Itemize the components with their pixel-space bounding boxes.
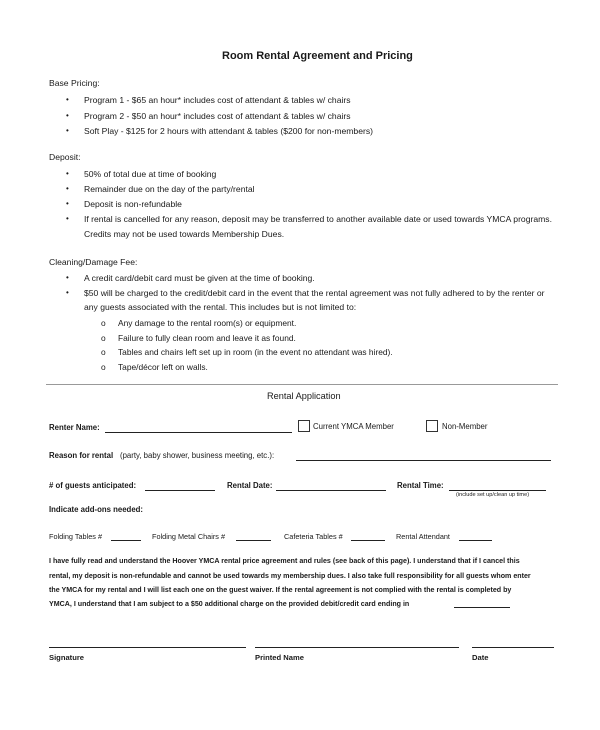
addon-cafeteria-tables-field[interactable]	[351, 540, 385, 541]
sub-list-item: Tape/décor left on walls.	[118, 362, 208, 372]
bullet-icon: •	[66, 111, 69, 120]
guests-label: # of guests anticipated:	[49, 481, 137, 490]
bullet-icon: •	[66, 273, 69, 282]
bullet-icon: •	[66, 288, 69, 297]
list-item: Program 1 - $65 an hour* includes cost of attendant & tables w/ chairs	[84, 95, 351, 105]
list-item: Deposit is non-refundable	[84, 199, 182, 209]
list-item: A credit card/debit card must be given at the time of booking.	[84, 273, 315, 283]
addon-folding-chairs-label: Folding Metal Chairs #	[152, 532, 226, 541]
current-member-label: Current YMCA Member	[313, 422, 394, 431]
list-item: Soft Play - $125 for 2 hours with attendant & tables ($200 for non-members)	[84, 126, 373, 136]
rental-time-label: Rental Time:	[397, 481, 444, 490]
renter-name-label: Renter Name:	[49, 423, 100, 432]
reason-label: Reason for rental	[49, 451, 114, 460]
agreement-text: the YMCA for my rental and I will list each one on the guest waiver. If the rental agreement is not complied with the rental is completed by	[49, 586, 512, 594]
bullet-icon: •	[66, 214, 69, 223]
list-item: Program 2 - $50 an hour* includes cost of attendant & tables w/ chairs	[84, 111, 351, 121]
section-divider	[46, 384, 558, 385]
agreement-text: I have fully read and understand the Hoover YMCA rental price agreement and rules (see back of this page). I understand that if I cancel this	[49, 557, 520, 565]
bullet-icon: •	[66, 95, 69, 104]
sub-list-item: Failure to fully clean room and leave it as found.	[118, 333, 296, 343]
sub-list-item: Any damage to the rental room(s) or equipment.	[118, 318, 297, 328]
date-label: Date	[472, 653, 489, 662]
sub-bullet-icon: o	[101, 318, 106, 328]
reason-hint: (party, baby shower, business meeting, etc.):	[120, 451, 275, 460]
addon-folding-tables-label: Folding Tables #	[49, 532, 103, 541]
addon-folding-chairs-field[interactable]	[236, 540, 271, 541]
non-member-label: Non-Member	[442, 422, 488, 431]
addon-cafeteria-tables-label: Cafeteria Tables #	[284, 532, 343, 541]
list-item: If rental is cancelled for any reason, deposit may be transferred to another available date or used towards YMCA programs.	[84, 214, 552, 224]
card-ending-field[interactable]	[454, 607, 510, 608]
addon-folding-tables-field[interactable]	[111, 540, 141, 541]
signature-label: Signature	[49, 653, 85, 662]
sub-bullet-icon: o	[101, 362, 106, 372]
printed-name-label: Printed Name	[255, 653, 304, 662]
list-item-continued: Credits may not be used towards Membership Dues.	[84, 229, 285, 239]
guests-field[interactable]	[145, 490, 215, 491]
addons-label: Indicate add-ons needed:	[49, 505, 144, 514]
page-title: Room Rental Agreement and Pricing	[222, 50, 413, 62]
bullet-icon: •	[66, 184, 69, 193]
signature-field[interactable]	[49, 647, 246, 648]
renter-name-field[interactable]	[105, 432, 292, 433]
reason-field[interactable]	[296, 460, 551, 461]
cleaning-heading: Cleaning/Damage Fee:	[49, 257, 138, 267]
date-field[interactable]	[472, 647, 554, 648]
printed-name-field[interactable]	[255, 647, 459, 648]
base-pricing-heading: Base Pricing:	[49, 78, 100, 88]
rental-time-field[interactable]	[449, 490, 546, 491]
sub-bullet-icon: o	[101, 333, 106, 343]
application-title: Rental Application	[267, 391, 341, 401]
sub-bullet-icon: o	[101, 347, 106, 357]
list-item: 50% of total due at time of booking	[84, 169, 217, 179]
agreement-text: rental, my deposit is non-refundable and cannot be used towards my membership dues. I also take full responsibility for all guests whom enter	[49, 572, 531, 580]
rental-time-hint: (include set up/clean up time)	[456, 492, 530, 498]
sub-list-item: Tables and chairs left set up in room (in the event no attendant was hired).	[118, 347, 393, 357]
list-item-continued: any guests associated with the rental. This includes but is not limited to:	[84, 302, 357, 312]
list-item: $50 will be charged to the credit/debit card in the event that the rental agreement was not fully adhered to by the renter or	[84, 288, 545, 298]
bullet-icon: •	[66, 169, 69, 178]
list-item: Remainder due on the day of the party/rental	[84, 184, 255, 194]
deposit-heading: Deposit:	[49, 152, 81, 162]
bullet-icon: •	[66, 199, 69, 208]
agreement-text: YMCA, I understand that I am subject to a $50 additional charge on the provided debit/credit card ending in	[49, 600, 410, 608]
rental-date-field[interactable]	[276, 490, 386, 491]
addon-rental-attendant-field[interactable]	[459, 540, 492, 541]
bullet-icon: •	[66, 126, 69, 135]
addon-rental-attendant-label: Rental Attendant	[396, 532, 450, 541]
rental-date-label: Rental Date:	[227, 481, 273, 490]
non-member-checkbox[interactable]	[426, 420, 438, 432]
current-member-checkbox[interactable]	[298, 420, 310, 432]
